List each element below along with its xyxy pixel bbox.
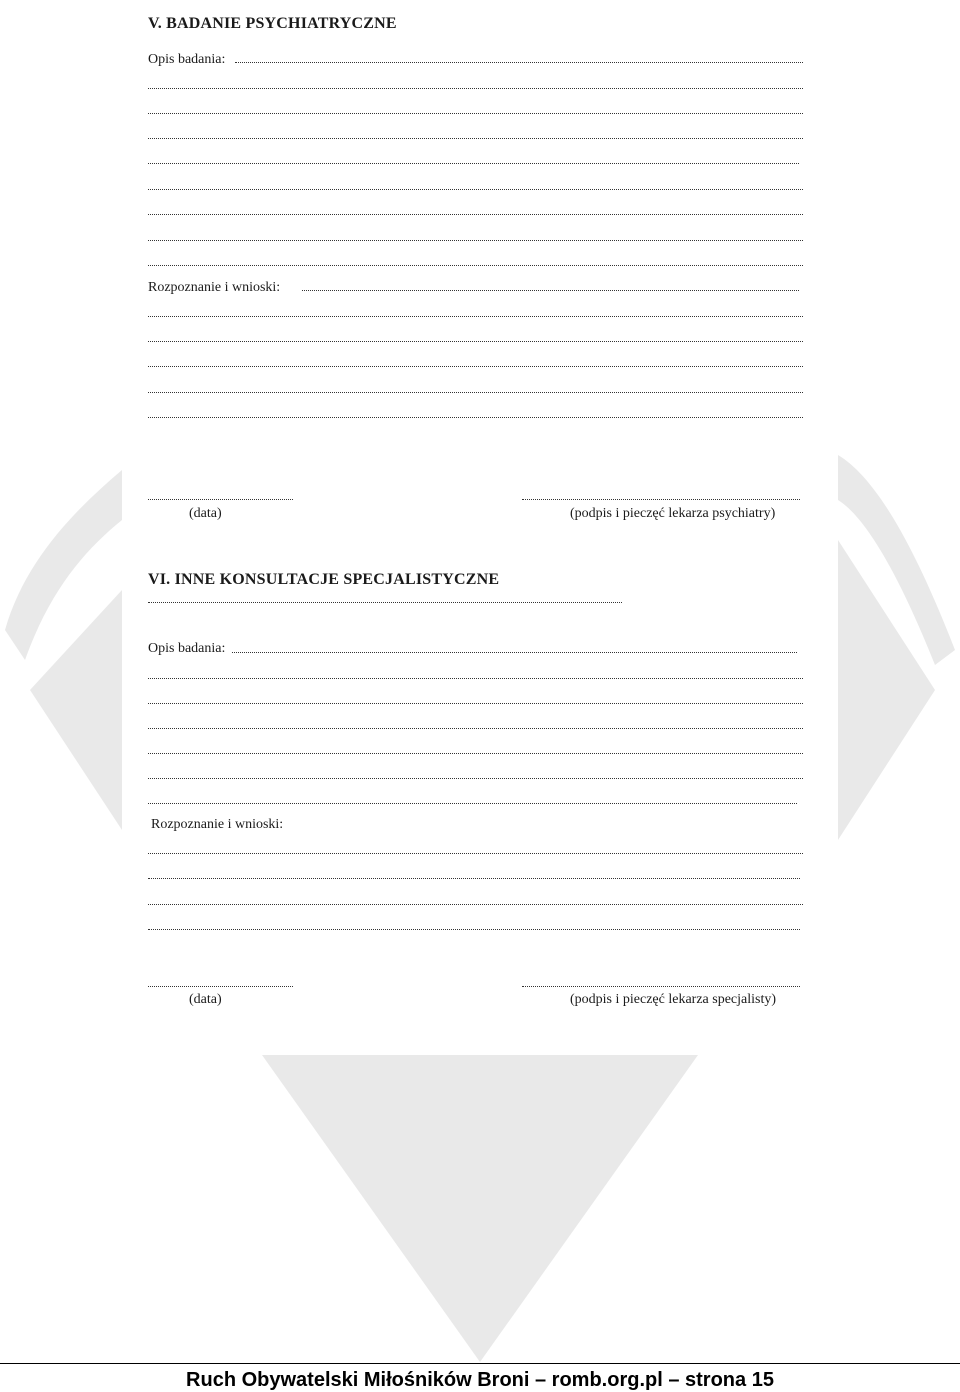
section-5-rozpoznanie-label: Rozpoznanie i wnioski: [148, 280, 281, 295]
dotted-line [148, 392, 803, 393]
dotted-line [148, 163, 799, 164]
section-6-opis-label: Opis badania: [148, 641, 226, 656]
date-field-line [148, 986, 293, 987]
dotted-line [148, 703, 803, 704]
dotted-line [148, 417, 803, 418]
section-6-rozpoznanie-label: Rozpoznanie i wnioski: [151, 817, 284, 832]
dotted-line [148, 753, 803, 754]
section-5-signature-caption: (podpis i pieczęć lekarza psychiatry) [570, 506, 776, 521]
signature-field-line [522, 986, 800, 987]
dotted-line [148, 803, 797, 804]
dotted-line [148, 265, 803, 266]
dotted-line [148, 678, 803, 679]
dotted-line [148, 853, 803, 854]
section-5-heading: V. BADANIE PSYCHIATRYCZNE [148, 15, 397, 32]
dotted-line [148, 88, 803, 89]
section-6-date-caption: (data) [189, 992, 222, 1007]
dotted-line [148, 189, 803, 190]
dotted-line [148, 240, 803, 241]
dotted-line [148, 138, 803, 139]
section-6-signature-caption: (podpis i pieczęć lekarza specjalisty) [570, 992, 777, 1007]
dotted-line [148, 214, 803, 215]
dotted-line [148, 316, 803, 317]
dotted-line [148, 929, 800, 930]
page-footer: Ruch Obywatelski Miłośników Broni – romb.org.pl – strona 15 [186, 1369, 774, 1391]
dotted-line [148, 778, 803, 779]
signature-field-line [522, 499, 800, 500]
dotted-line [148, 904, 803, 905]
section-5-opis-label: Opis badania: [148, 52, 226, 67]
dotted-line [148, 878, 800, 879]
specialist-name-line [148, 602, 622, 603]
dotted-line [148, 728, 803, 729]
section-6-heading: VI. INNE KONSULTACJE SPECJALISTYCZNE [148, 571, 500, 588]
dotted-line [148, 366, 803, 367]
dotted-line [235, 62, 803, 63]
section-5-date-caption: (data) [189, 506, 222, 521]
dotted-line [148, 341, 803, 342]
dotted-line [302, 290, 799, 291]
dotted-line [232, 652, 797, 653]
dotted-line [148, 113, 803, 114]
footer-rule [0, 1363, 960, 1364]
scanned-form-page [122, 0, 838, 1055]
date-field-line [148, 499, 293, 500]
